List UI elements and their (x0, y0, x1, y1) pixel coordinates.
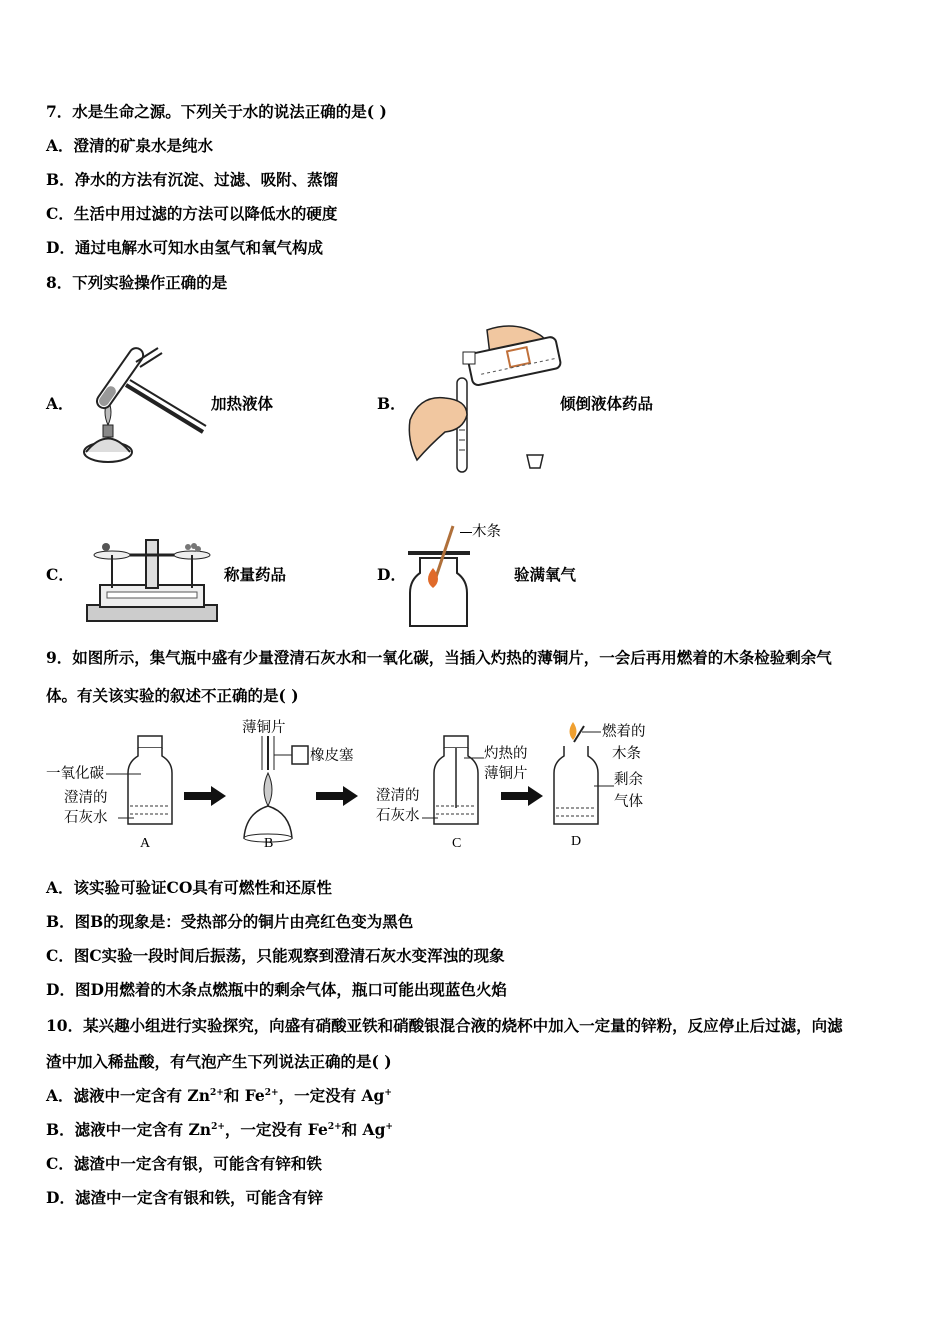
q7-option-b: B．净水的方法有沉淀、过滤、吸附、蒸馏 (46, 170, 339, 189)
q8-b-letter: B． (377, 394, 406, 413)
q7-option-c: C．生活中用过滤的方法可以降低水的硬度 (46, 204, 338, 223)
q10-option-d: D．滤渣中一定含有银和铁，可能含有锌 (46, 1188, 323, 1207)
q9-option-c: C．图C实验一段时间后振荡，只能观察到澄清石灰水变浑浊的现象 (46, 946, 505, 965)
figure-letter-a: A (140, 836, 151, 851)
wood-strip-label: 木条 (460, 522, 501, 542)
d-remaining-gas-label-1: 剩余 (614, 772, 643, 788)
a-limewater-label-1: 澄清的 (64, 790, 108, 806)
q7-option-a: A．澄清的矿泉水是纯水 (46, 136, 214, 155)
q8-b-caption: 倾倒液体药品 (560, 394, 654, 413)
q8-d-letter: D． (377, 565, 406, 584)
q9-stem-line2: 体。有关该实验的叙述不正确的是( ) (46, 686, 299, 705)
q10-option-a: A．滤液中一定含有 $Zn^{2+}$和 $Fe^{2+}$，一定没有 Ag+ (46, 1086, 392, 1105)
q9-option-b: B．图B的现象是：受热部分的铜片由亮红色变为黑色 (46, 912, 414, 931)
q7-stem: 7．水是生命之源。下列关于水的说法正确的是( ) (46, 102, 387, 121)
q8-a-letter: A． (46, 394, 74, 413)
q8-d-caption: 验满氧气 (514, 565, 577, 584)
q8-c-letter: C． (46, 565, 74, 584)
c-hot-copper-label-1: 灼热的 (484, 746, 528, 762)
c-hot-copper-label-2: 薄铜片 (484, 766, 528, 782)
q7-option-d: D．通过电解水可知水由氢气和氧气构成 (46, 238, 323, 257)
q9-option-a: A．该实验可验证CO具有可燃性和还原性 (46, 878, 332, 897)
q8-a-caption: 加热液体 (211, 394, 274, 413)
heating-liquid-figure (78, 340, 208, 475)
q10-option-c: C．滤渣中一定含有银，可能含有锌和铁 (46, 1154, 322, 1173)
q10-stem-line2: 渣中加入稀盐酸，有气泡产生下列说法正确的是( ) (46, 1052, 392, 1071)
c-limewater-label-2: 石灰水 (376, 808, 420, 824)
q9-diagram (46, 718, 676, 858)
figure-letter-d: D (571, 834, 582, 849)
q9-option-d: D．图D用燃着的木条点燃瓶中的剩余气体，瓶口可能出现蓝色火焰 (46, 980, 507, 999)
b-copper-label: 薄铜片 (242, 720, 286, 736)
figure-letter-b: B (264, 836, 274, 851)
d-burning-stick-label-2: 木条 (612, 746, 641, 762)
b-stopper-label: 橡皮塞 (310, 748, 354, 764)
figure-letter-c: C (452, 836, 462, 851)
d-burning-stick-label-1: 燃着的 (602, 724, 646, 740)
c-limewater-label-1: 澄清的 (376, 788, 420, 804)
d-remaining-gas-label-2: 气体 (614, 794, 643, 810)
pouring-liquid-figure (405, 320, 565, 475)
q10-option-b: B．滤液中一定含有 $Zn^{2+}$，一定没有 $Fe^{2+}$和 Ag+ (46, 1120, 393, 1139)
a-co-label: 一氧化碳 (46, 766, 104, 782)
q8-stem: 8．下列实验操作正确的是 (46, 273, 228, 292)
q10-stem-line1: 10．某兴趣小组进行实验探究，向盛有硝酸亚铁和硝酸银混合液的烧杯中加入一定量的锌粉，反应停止后过滤，向滤 (46, 1016, 843, 1035)
a-limewater-label-2: 石灰水 (64, 810, 108, 826)
q8-c-caption: 称量药品 (224, 565, 287, 584)
q9-stem-line1: 9．如图所示，集气瓶中盛有少量澄清石灰水和一氧化碳，当插入灼热的薄铜片，一会后再用燃着的木条检验剩余气 (46, 648, 832, 667)
weighing-balance-figure (82, 530, 222, 625)
